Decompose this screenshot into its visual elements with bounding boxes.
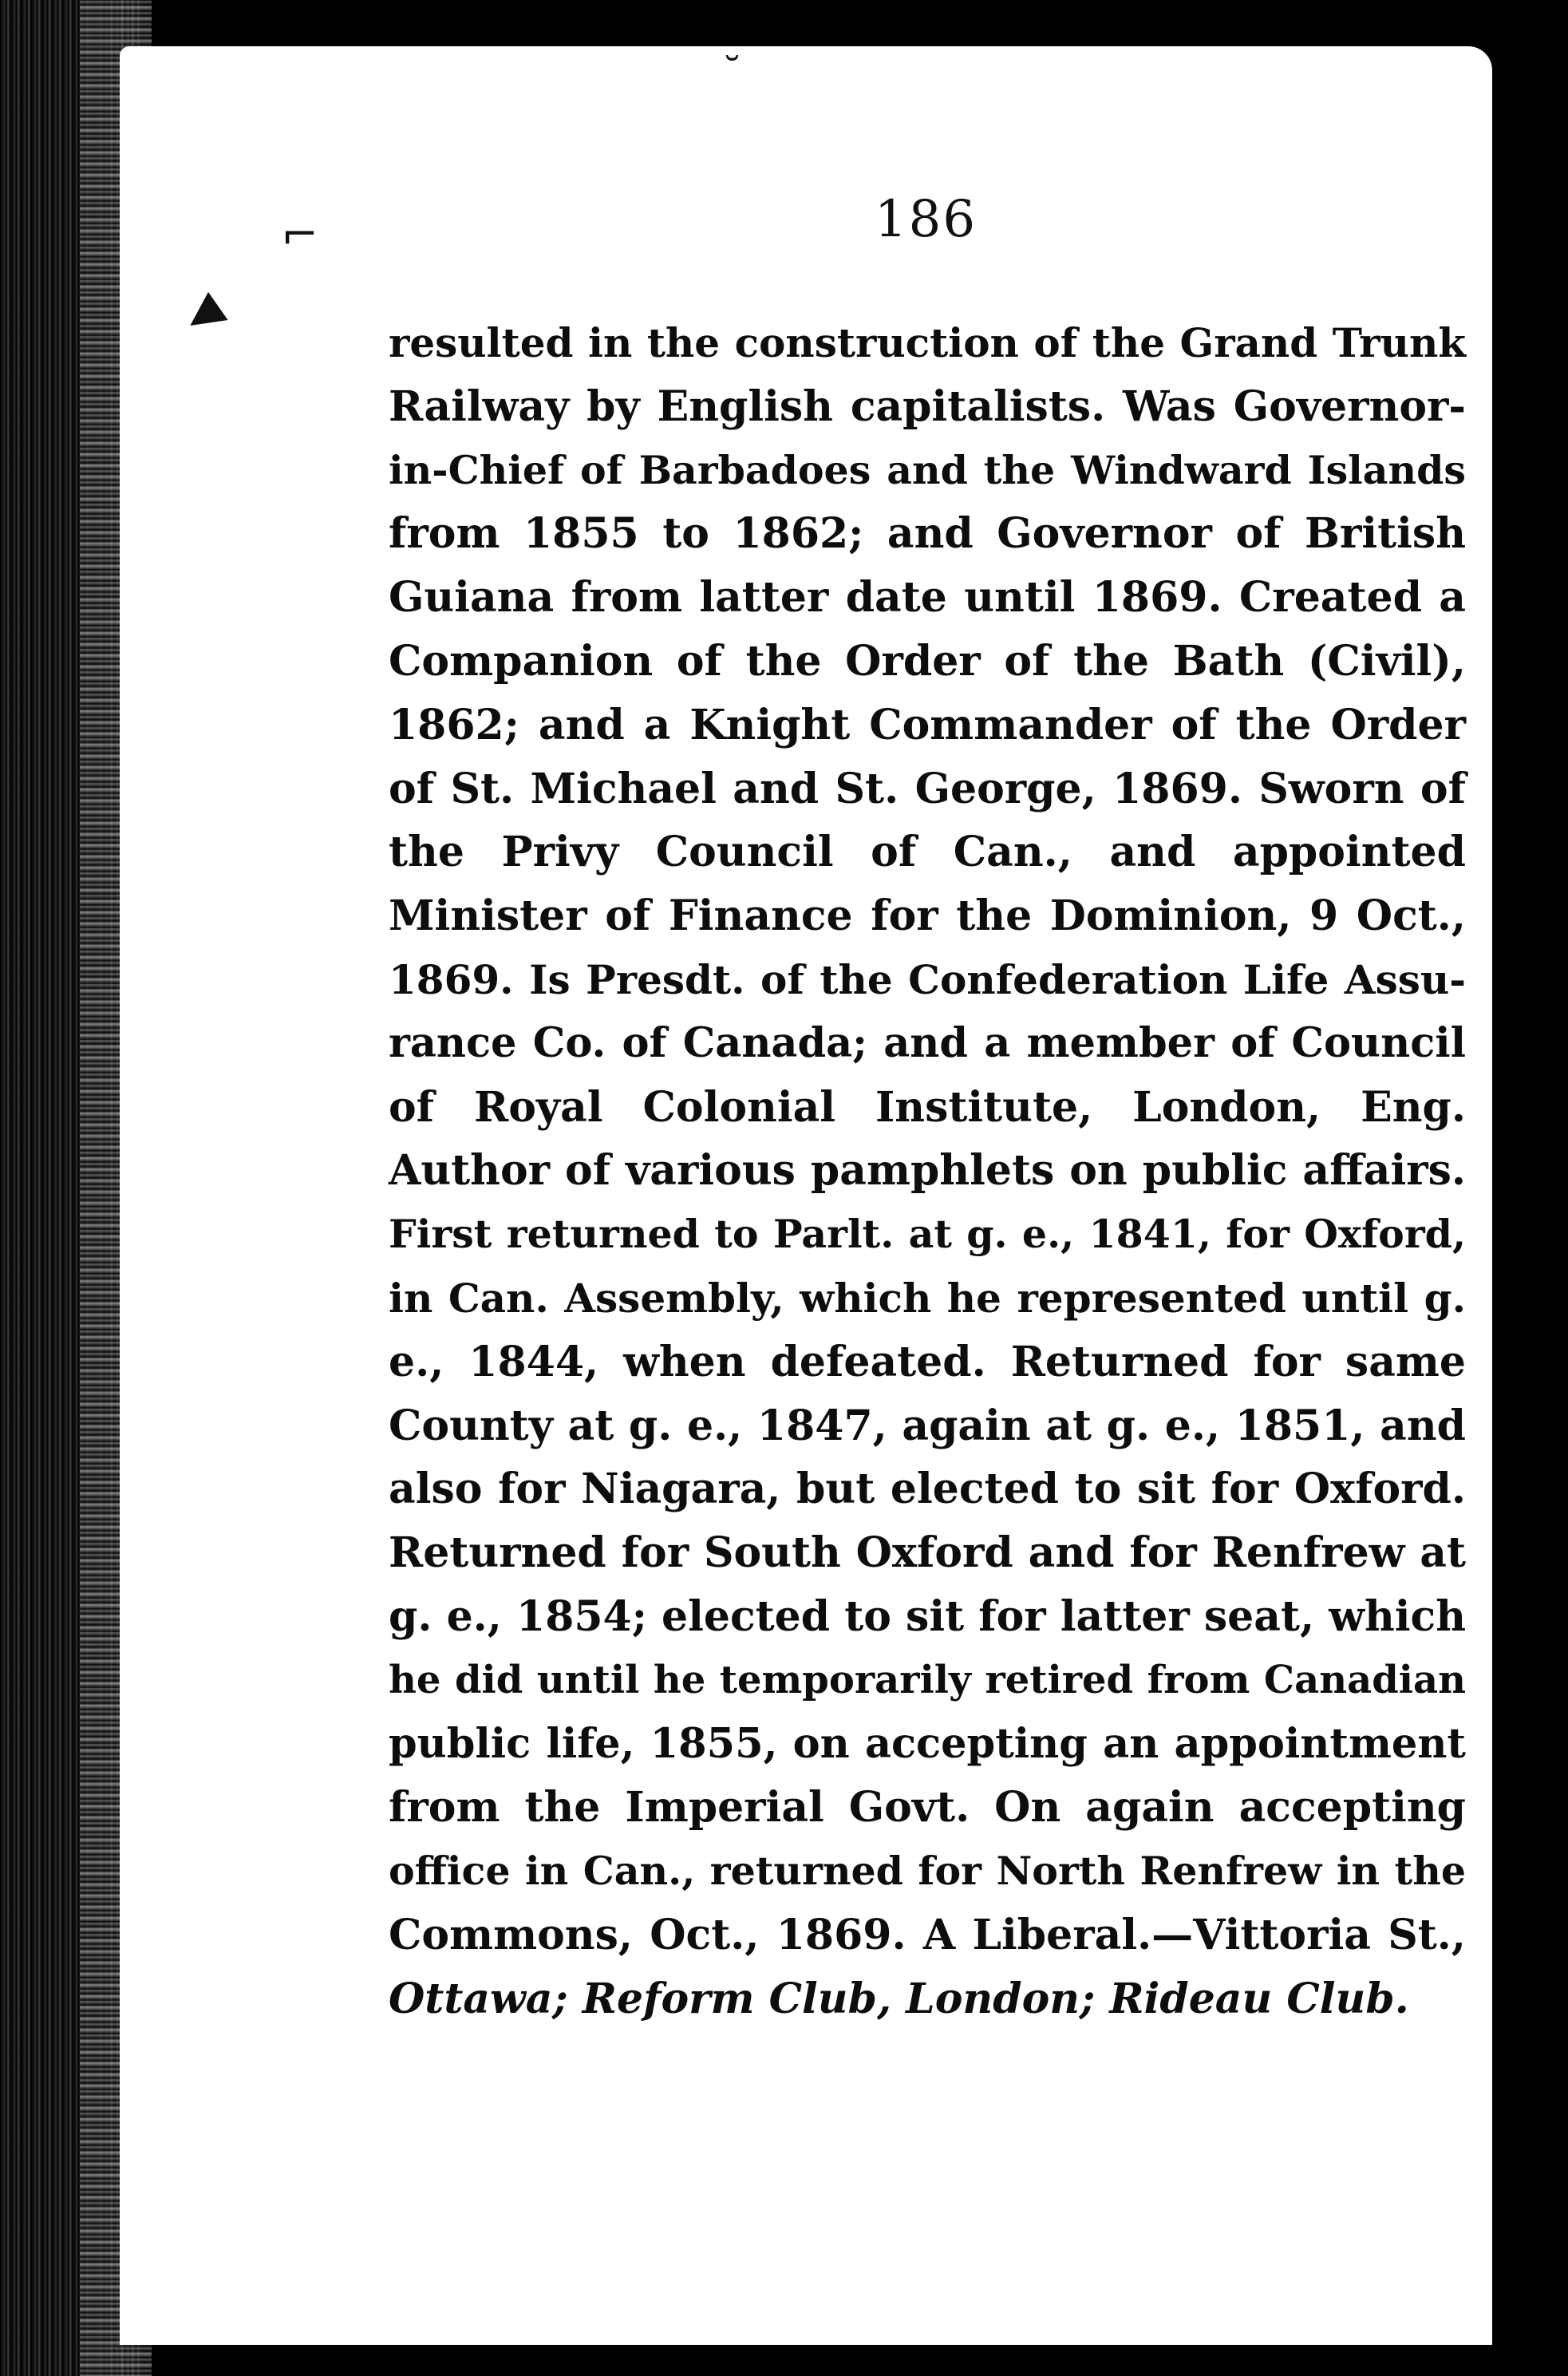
text-line: office in Can., returned for North Renfrew in the xyxy=(389,1848,1466,1895)
text-line: 1862; and a Knight Commander of the Order xyxy=(389,700,1466,749)
text-line: Returned for South Oxford and for Renfrew at xyxy=(389,1528,1466,1578)
text-line: County at g. e., 1847, again at g. e., 1851, and xyxy=(389,1401,1466,1450)
text-line: Minister of Finance for the Dominion, 9 Oct., xyxy=(389,891,1466,941)
text-line: 1869. Is Presdt. of the Confederation Life Assu- xyxy=(389,955,1466,1003)
text-line: public life, 1855, on accepting an appointment xyxy=(389,1719,1466,1768)
text-line: rance Co. of Canada; and a member of Council xyxy=(389,1018,1466,1067)
text-line: Companion of the Order of the Bath (Civil), xyxy=(389,636,1466,686)
text-line: from the Imperial Govt. On again accepting xyxy=(389,1783,1466,1832)
text-line: First returned to Parlt. at g. e., 1841, for Oxford, xyxy=(389,1211,1466,1258)
page-number: 186 xyxy=(874,190,978,249)
text-line: in-Chief of Barbadoes and the Windward Islands xyxy=(389,446,1466,493)
text-line: Guiana from latter date until 1869. Created a xyxy=(389,573,1466,623)
text-line: Commons, Oct., 1869. A Liberal.—Vittoria St., xyxy=(389,1910,1466,1959)
ink-mark: ◀ xyxy=(173,282,231,345)
text-line: resulted in the construction of the Grand Trunk xyxy=(389,319,1466,366)
text-line: Author of various pamphlets on public affairs. xyxy=(389,1146,1466,1196)
body-text xyxy=(389,311,1466,2031)
text-line: of St. Michael and St. George, 1869. Sworn of xyxy=(389,764,1466,813)
corner-mark: ⌐ xyxy=(281,209,318,261)
text-line: Railway by English capitalists. Was Governor- xyxy=(389,382,1466,431)
smudge-mark-top: ˘ xyxy=(722,49,742,96)
text-line: in Can. Assembly, which he represented until g. xyxy=(389,1274,1466,1322)
text-line: also for Niagara, but elected to sit for Oxford. xyxy=(389,1465,1466,1514)
address-line: Ottawa; Reform Club, London; Rideau Club. xyxy=(389,1974,1409,2023)
text-line: e., 1844, when defeated. Returned for same xyxy=(389,1337,1466,1386)
text-line: of Royal Colonial Institute, London, Eng. xyxy=(389,1082,1466,1132)
text-line: he did until he temporarily retired from Canadian xyxy=(389,1657,1466,1702)
text-line: the Privy Council of Can., and appointed xyxy=(389,828,1466,877)
text-line: from 1855 to 1862; and Governor of British xyxy=(389,509,1466,559)
text-line: g. e., 1854; elected to sit for latter seat, which xyxy=(389,1591,1466,1641)
